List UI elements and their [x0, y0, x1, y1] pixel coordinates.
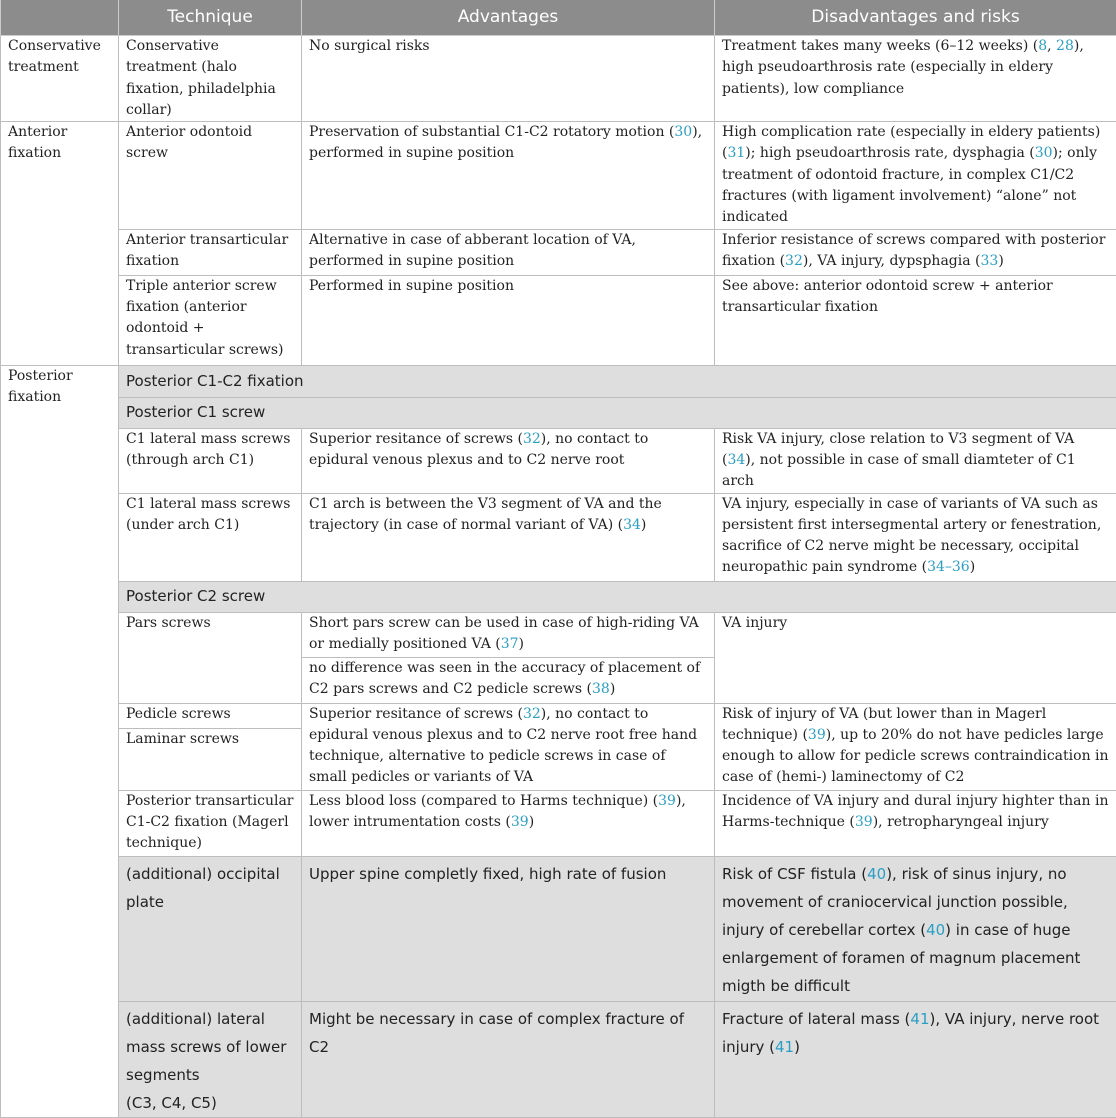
advantages-cell: Less blood loss (compared to Harms technique) (39), lower intrumentation costs (39)	[302, 790, 715, 856]
disadvantages-cell: Treatment takes many weeks (6–12 weeks) (8, 28), high pseudoarthrosis rate (especially in eldery patients), low compliance	[715, 36, 1116, 122]
table-row	[1, 703, 1116, 728]
table-row	[1, 493, 1116, 581]
reference-link[interactable]: 39	[855, 814, 873, 830]
table-row	[1, 790, 1116, 856]
subheader-c2-screw: Posterior C2 screw	[119, 581, 1116, 612]
table-row	[1, 612, 1116, 657]
subheader-c1-screw: Posterior C1 screw	[119, 397, 1116, 428]
advantages-cell: Upper spine completly fixed, high rate of fusion	[302, 856, 715, 1001]
advantages-cell: Preservation of substantial C1-C2 rotatory motion (30), performed in supine position	[302, 122, 715, 229]
header-technique: Technique	[119, 0, 302, 36]
header-row	[1, 0, 1116, 36]
advantages-cell: Superior resitance of screws (32), no contact to epidural venous plexus and to C2 nerve root free hand technique, alternative to pedicle screws in case of small pedicles or variants of VA	[302, 703, 715, 790]
reference-link[interactable]: 37	[501, 636, 519, 652]
advantages-cell: C1 arch is between the V3 segment of VA and the trajectory (in case of normal variant of VA) (34)	[302, 493, 715, 581]
group-spacer	[1, 275, 119, 365]
reference-link[interactable]: 32	[785, 253, 803, 269]
reference-link[interactable]: 32	[523, 706, 541, 722]
reference-link[interactable]: 34	[727, 452, 745, 468]
disadvantages-cell: Incidence of VA injury and dural injury highter than in Harms-technique (39), retropharyngeal injury	[715, 790, 1116, 856]
disadvantages-cell: Risk of CSF fistula (40), risk of sinus injury, no movement of craniocervical junction possible, injury of cerebellar cortex (40) in case of huge enlargement of foramen of magnum placement migth be difficult	[715, 856, 1116, 1001]
technique-cell: C1 lateral mass screws (under arch C1)	[119, 493, 302, 581]
table-row	[1, 428, 1116, 493]
reference-link[interactable]: 33	[981, 253, 999, 269]
table-row	[1, 229, 1116, 275]
table-row	[1, 856, 1116, 1001]
reference-link[interactable]: 30	[1035, 145, 1053, 161]
technique-cell: Pedicle screws	[119, 703, 302, 728]
technique-cell: C1 lateral mass screws (through arch C1)	[119, 428, 302, 493]
technique-cell: Posterior transarticular C1-C2 fixation (Magerl technique)	[119, 790, 302, 856]
disadvantages-cell: See above: anterior odontoid screw + anterior transarticular fixation	[715, 275, 1116, 365]
group-label-posterior: Posterior fixation	[1, 365, 119, 1117]
table-row	[1, 1001, 1116, 1117]
advantages-cell: No surgical risks	[302, 36, 715, 122]
technique-cell: Laminar screws	[119, 728, 302, 790]
reference-link[interactable]: 34–36	[927, 559, 970, 575]
subheader-row	[1, 581, 1116, 612]
table-row	[1, 36, 1116, 122]
reference-link[interactable]: 28	[1056, 38, 1074, 54]
advantages-cell: Alternative in case of abberant location of VA, performed in supine position	[302, 229, 715, 275]
reference-link[interactable]: 41	[910, 1010, 929, 1028]
advantages-cell: Performed in supine position	[302, 275, 715, 365]
technique-cell: Conservative treatment (halo fixation, philadelphia collar)	[119, 36, 302, 122]
reference-link[interactable]: 8	[1038, 38, 1047, 54]
technique-cell: Triple anterior screw fixation (anterior odontoid + transarticular screws)	[119, 275, 302, 365]
header-disadvantages: Disadvantages and risks	[715, 0, 1116, 36]
technique-cell: Pars screws	[119, 612, 302, 703]
technique-cell: Anterior odontoid screw	[119, 122, 302, 229]
advantages-cell: no difference was seen in the accuracy of placement of C2 pars screws and C2 pedicle screws (38)	[302, 657, 715, 703]
disadvantages-cell: VA injury	[715, 612, 1116, 703]
table-row	[1, 122, 1116, 229]
reference-link[interactable]: 40	[867, 865, 886, 883]
subheader-row	[1, 397, 1116, 428]
group-label-conservative: Conservative treatment	[1, 36, 119, 122]
disadvantages-cell: Risk VA injury, close relation to V3 segment of VA (34), not possible in case of small diamteter of C1 arch	[715, 428, 1116, 493]
reference-link[interactable]: 31	[727, 145, 745, 161]
disadvantages-cell: Risk of injury of VA (but lower than in Magerl technique) (39), up to 20% do not have pedicles large enough to allow for pedicle screws contraindication in case of (hemi-) laminectomy of C2	[715, 703, 1116, 790]
reference-link[interactable]: 40	[926, 921, 945, 939]
table-row	[1, 275, 1116, 365]
header-group	[1, 0, 119, 36]
header-advantages: Advantages	[302, 0, 715, 36]
reference-link[interactable]: 30	[674, 124, 692, 140]
advantages-cell: Might be necessary in case of complex fracture of C2	[302, 1001, 715, 1117]
subheader-row	[1, 365, 1116, 397]
disadvantages-cell: Inferior resistance of screws compared with posterior fixation (32), VA injury, dypsphagia (33)	[715, 229, 1116, 275]
reference-link[interactable]: 39	[511, 814, 529, 830]
disadvantages-cell: Fracture of lateral mass (41), VA injury, nerve root injury (41)	[715, 1001, 1116, 1117]
technique-cell: (additional) occipital plate	[119, 856, 302, 1001]
group-spacer	[1, 229, 119, 275]
reference-link[interactable]: 32	[523, 431, 541, 447]
advantages-cell: Superior resitance of screws (32), no contact to epidural venous plexus and to C2 nerve root	[302, 428, 715, 493]
disadvantages-cell: High complication rate (especially in eldery patients) (31); high pseudoarthrosis rate, dysphagia (30); only treatment of odontoid fracture, in complex C1/C2 fractures (with ligament involvement) “alone” not indicated	[715, 122, 1116, 229]
advantages-cell: Short pars screw can be used in case of high-riding VA or medially positioned VA (37)	[302, 612, 715, 657]
reference-link[interactable]: 34	[623, 517, 641, 533]
subheader-c1c2-fixation: Posterior C1-C2 fixation	[119, 365, 1116, 397]
reference-link[interactable]: 38	[592, 681, 610, 697]
disadvantages-cell: VA injury, especially in case of variants of VA such as persistent first intersegmental artery or fenestration, sacrifice of C2 nerve might be necessary, occipital neuropathic pain syndrome (34–36)	[715, 493, 1116, 581]
reference-link[interactable]: 39	[658, 793, 676, 809]
technique-cell: Anterior transarticular fixation	[119, 229, 302, 275]
group-label-anterior: Anterior fixation	[1, 122, 119, 229]
technique-cell: (additional) lateral mass screws of lower segments (C3, C4, C5)	[119, 1001, 302, 1117]
reference-link[interactable]: 41	[775, 1038, 794, 1056]
reference-link[interactable]: 39	[808, 727, 826, 743]
